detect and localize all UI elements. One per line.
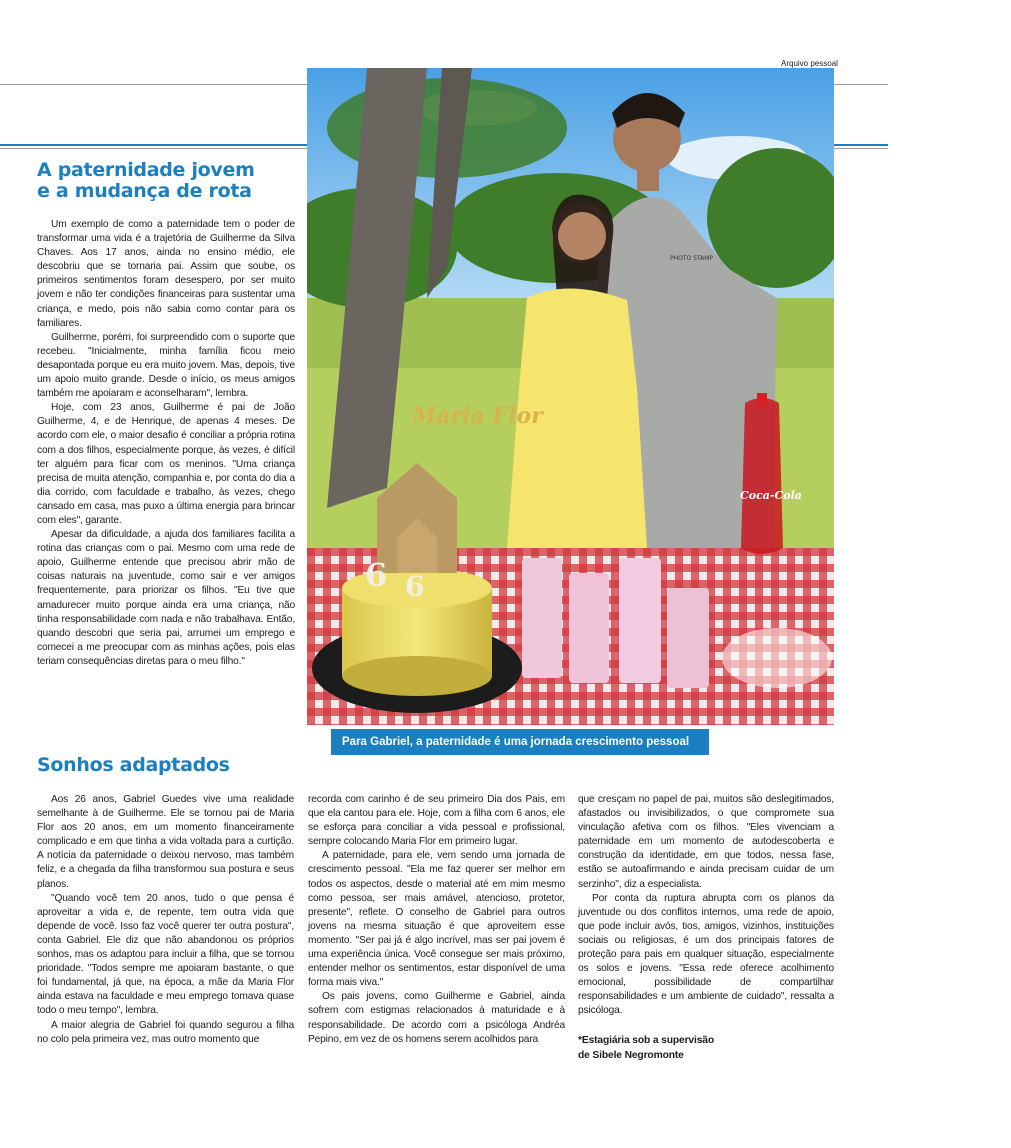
paragraph: A maior alegria de Gabriel foi quando segurou a filha no colo pela primeira vez, mas outro momento que: [37, 1019, 294, 1045]
shirt-print: PHOTO STAMP: [670, 255, 714, 262]
paragraph: "Quando você tem 20 anos, tudo o que pensa é aproveitar a vida e, de repente, tem outra vida que depende de você. Isso faz você querer ter outra postura", conta Gabriel. Ele diz que não abandonou os próprios sonhos, mas os adaptou para incluir a filha, que se tornou prioridade. "Todos sempre me apoiaram bastante, o que foi fundamental, já que, na época, a mãe da Maria Flor ainda estava na faculdade e meu emprego tomava quase todo o meu tempo", lembra.: [37, 892, 294, 1017]
section-title-paternidade: [37, 160, 297, 202]
paragraph: Guilherme, porém, foi surpreendido com o suporte que recebeu. "Inicialmente, minha família ficou meio desapontada porque eu era muito jovem. Mas, depois, tive um apoio muito grande. Desde o início, os meus amigos também me apoiaram e aconselharam", lembra.: [37, 331, 295, 400]
article-column-2: [308, 793, 565, 1047]
paragraph: Apesar da dificuldade, a ajuda dos familiares facilita a rotina das crianças com o pai. Mesmo com uma rede de apoio, Guilherme entende que precisou abrir mão de coisas naturais na juventude, como sair e ver amigos frequentemente, para priorizar os filhos. "Eu tive que amadurecer muito porque ainda era uma criança, não tinha responsabilidade com nada e não trabalhava. Então, quando descobri que seria pai, arrumei um emprego e comecei a me preocupar com as minhas ações, pois elas teriam consequências diretas para o meu filho.": [37, 529, 295, 667]
section-rule-right: [834, 144, 888, 146]
photo-caption: Para Gabriel, a paternidade é uma jornada crescimento pessoal: [331, 729, 709, 755]
paragraph: Por conta da ruptura abrupta com os planos da juventude ou dos conflitos internos, uma rede de apoio, que pode incluir avós, tios, amigos, vizinhos, instituições sociais ou religiosas, é um dos principais fatores de proteção para pais em qualquer situação, especialmente os solos e jovens. "Essa rede oferece acolhimento emocional, possibilidade de compartilhar responsabilidades e um ambiente de cuidado", ressalta a psicóloga.: [578, 892, 834, 1017]
paragraph: que cresçam no papel de pai, muitos são deslegitimados, afastados ou invisibilizados, o que compromete sua vinculação afetiva com os filhos. "Eles vivenciam a paternidade em um momento de autodescoberta e construção da identidade, em que todos, nessa fase, estão se autoafirmando e ainda precisam cuidar de um serzinho", diz a especialista.: [578, 794, 834, 890]
paragraph: Hoje, com 23 anos, Guilherme é pai de João Guilherme, 4, e de Henrique, de apenas 4 meses. De acordo com ele, o maior desafio é conciliar a própria rotina com a dos filhos, especialmente porque, às vezes, é difícil ter alguém para ficar com os meninos. "Uma criança precisa de muita atenção, companhia e, por conta do dia a dia corrido, com faculdade e trabalho, às vezes, chego cansado em casa, mas puxo a última energia para brincar com eles", garante.: [37, 402, 295, 526]
paragraph: Aos 26 anos, Gabriel Guedes vive uma realidade semelhante à de Guilherme. Ele se tornou pai de Maria Flor aos 20 anos, em um momento financeiramente complicado e em que tinha a vida voltada para a curtição. A notícia da paternidade o deixou nervoso, mas também feliz, e a chegada da filha transformou sua postura e seus planos.: [37, 794, 294, 890]
signature-line-2: de Sibele Negromonte: [578, 1049, 684, 1061]
section-rule-right-thin: [834, 148, 888, 149]
candle-six: 6: [365, 556, 388, 594]
byline-signature: [578, 1033, 834, 1063]
title-line-1: A paternidade jovem: [37, 159, 255, 181]
paragraph: Os pais jovens, como Guilherme e Gabriel, ainda sofrem com estigmas relacionados à maturidade e à responsabilidade. De acordo com a psicóloga Andréa Pepino, em vez de os homens serem acolhidos para: [308, 991, 565, 1045]
candle-six-2: 6: [405, 570, 425, 603]
bottle-label: Coca-Cola: [740, 489, 802, 502]
photo-credit: Arquivo pessoal: [781, 59, 838, 68]
paragraph: recorda com carinho é de seu primeiro Dia dos Pais, em que ela cantou para ele. Hoje, com a filha com 6 anos, ele se esforça para conciliar a vida pessoal e profissional, sempre colocando Maria Flor em primeiro lugar.: [308, 794, 565, 848]
cake-topper-text: Maria Flor: [412, 403, 543, 429]
signature-line-1: *Estagiária sob a supervisão: [578, 1034, 715, 1046]
birthday-photo: [307, 68, 834, 725]
article-column-paternidade: [37, 218, 295, 669]
section-title-sonhos: Sonhos adaptados: [37, 754, 230, 776]
soda-bottle: [741, 398, 783, 554]
top-rule-right: [834, 84, 888, 85]
article-column-3: [578, 793, 834, 1063]
article-column-1: [37, 793, 294, 1047]
section-rule-left-thin: [0, 148, 307, 149]
paragraph: A paternidade, para ele, vem sendo uma jornada de crescimento pessoal. "Ela me faz querer ser melhor em todos os aspectos, desde o material até em mim mesmo como pessoa, ser mais amável, atencioso, protetor, presente", reflete. O conselho de Gabriel para outros jovens na mesma situação é que aproveitem esse momento. "Ser pai já é algo incrível, mas ser pai jovem é uma experiência única. Você consegue ser mais próximo, entender melhor os sentimentos, estar disponível de uma forma mais viva.": [308, 850, 565, 989]
paragraph: Um exemplo de como a paternidade tem o poder de transformar uma vida é a trajetória de Guilherme da Silva Chaves. Aos 17 anos, ainda no ensino médio, ele descobriu que se tornaria pai. Assim que soube, os primeiros sentimentos foram desespero, por ser muito jovem e não ter condições financeiras para sustentar uma criança, e medo, pois não sabia como contar para os familiares.: [37, 219, 295, 329]
section-rule-left: [0, 144, 307, 146]
title-line-2: e a mudança de rota: [37, 180, 252, 202]
top-rule-left: [0, 84, 307, 85]
